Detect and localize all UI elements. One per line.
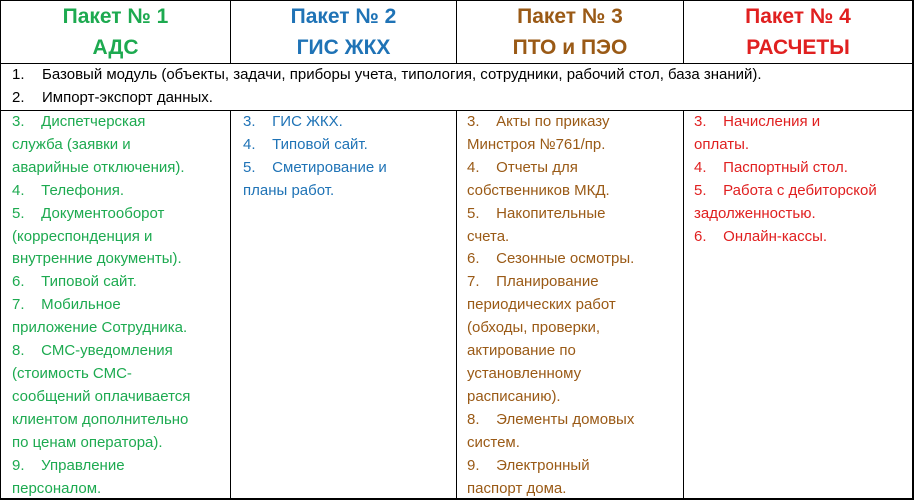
package-1-item-line: служба (заявки и: [12, 135, 131, 153]
package-3-item-line: систем.: [467, 433, 520, 451]
package-3-item-line: 3. Акты по приказу: [467, 113, 610, 130]
column-divider-2-lower: [456, 110, 457, 500]
package-4-items: [694, 111, 910, 248]
package-3-item-line: паспорт дома.: [467, 479, 567, 497]
package-1-item-line: 9. Управление: [12, 456, 125, 474]
package-1-item-line: (стоимость СМС-: [12, 364, 132, 382]
package-3-item-line: 5. Накопительные: [467, 204, 606, 222]
common-item-2-text: Импорт-экспорт данных.: [42, 89, 213, 106]
common-item-1-number: 1.: [12, 66, 25, 83]
package-2-item-line: планы работ.: [243, 181, 335, 199]
package-1-item-line: 3. Диспетчерская: [12, 113, 146, 130]
header-package-1-title: Пакет № 1: [62, 5, 169, 28]
package-4-item-line: 4. Паспортный стол.: [694, 158, 848, 176]
package-3-item-line: 8. Элементы домовых: [467, 410, 635, 428]
header-package-4: [684, 0, 912, 64]
column-divider-3-lower: [683, 110, 684, 500]
package-1-item-line: приложение Сотрудника.: [12, 319, 188, 337]
package-3-item-line: установленному: [467, 364, 582, 382]
header-package-3: [457, 0, 683, 64]
package-3-item-line: периодических работ: [467, 296, 616, 314]
header-package-3-title: Пакет № 3: [517, 5, 623, 28]
common-item-2: [0, 87, 914, 110]
package-1-item-line: (корреспонденция и: [12, 227, 153, 245]
package-1-item-line: персоналом.: [12, 479, 102, 497]
header-package-2: [231, 0, 456, 64]
package-4-item-line: оплаты.: [694, 135, 750, 153]
package-3-item-line: 9. Электронный: [467, 456, 590, 474]
package-1-item-line: внутренние документы).: [12, 250, 182, 268]
package-1-item-line: 5. Документооборот: [12, 204, 165, 222]
package-4-item-line: 5. Работа с дебиторской: [694, 181, 877, 199]
header-package-1-subtitle: АДС: [92, 36, 139, 59]
header-package-3-subtitle: ПТО и ПЭО: [512, 36, 628, 59]
package-3-item-line: Минстроя №761/пр.: [467, 135, 606, 153]
package-3-items: [467, 111, 681, 500]
package-1-item-line: 6. Типовой сайт.: [12, 273, 137, 291]
header-package-4-title: Пакет № 4: [745, 5, 851, 28]
package-1-item-line: 8. СМС-уведомления: [12, 342, 173, 360]
package-4-item-line: 3. Начисления и: [694, 113, 821, 130]
package-3-item-line: 7. Планирование: [467, 273, 599, 291]
package-3-item-line: собственников МКД.: [467, 181, 610, 199]
package-4-item-line: задолженностью.: [694, 204, 816, 222]
package-3-item-line: счета.: [467, 227, 510, 245]
package-1-items: [12, 111, 228, 500]
package-1-item-line: сообщений оплачивается: [12, 387, 191, 405]
common-item-1-text: Базовый модуль (объекты, задачи, приборы учета, типология, сотрудники, рабочий стол, база знаний).: [42, 66, 762, 83]
package-3-item-line: актирование по: [467, 342, 576, 360]
package-1-item-line: клиентом дополнительно: [12, 410, 189, 428]
header-package-2-title: Пакет № 2: [290, 5, 397, 28]
package-1-item-line: 4. Телефония.: [12, 181, 125, 199]
common-item-1: [0, 64, 914, 87]
package-2-item-line: 3. ГИС ЖКХ.: [243, 113, 343, 130]
header-package-2-subtitle: ГИС ЖКХ: [296, 36, 391, 59]
header-package-4-subtitle: РАСЧЕТЫ: [746, 36, 850, 59]
package-3-item-line: 6. Сезонные осмотры.: [467, 250, 635, 268]
package-3-item-line: расписанию).: [467, 387, 561, 405]
package-4-item-line: 6. Онлайн-кассы.: [694, 227, 828, 245]
column-divider-1-lower: [230, 110, 231, 500]
package-3-item-line: 4. Отчеты для: [467, 158, 578, 176]
common-item-2-number: 2.: [12, 89, 25, 106]
header-package-1: [1, 0, 230, 64]
package-2-items: [243, 111, 455, 203]
package-1-item-line: аварийные отключения).: [12, 158, 185, 176]
package-1-item-line: по ценам оператора).: [12, 433, 163, 451]
package-1-item-line: 7. Мобильное: [12, 296, 121, 314]
package-3-item-line: (обходы, проверки,: [467, 319, 601, 337]
package-2-item-line: 4. Типовой сайт.: [243, 135, 368, 153]
package-2-item-line: 5. Сметирование и: [243, 158, 387, 176]
